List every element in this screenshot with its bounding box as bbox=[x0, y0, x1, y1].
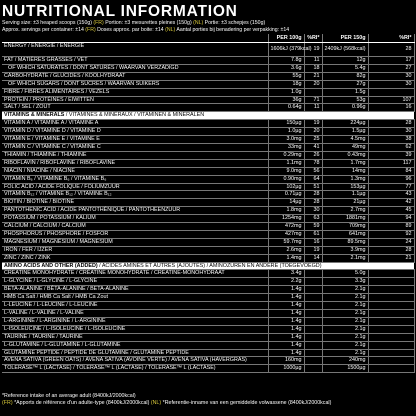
table-row bbox=[2, 183, 414, 191]
ri-per-150g: 77 bbox=[368, 183, 414, 191]
nutrient-label: HMB Ca Salt / HMB Ca Salt / HMB Ca Zout bbox=[2, 294, 268, 302]
nutrient-label: PROTEIN / PROTÉINES / EIWITTEN bbox=[2, 96, 268, 104]
value-per-100g: 1.4g bbox=[268, 302, 304, 310]
nutrient-label: VITAMIN D / VITAMINE D / VITAMINE D bbox=[2, 128, 268, 136]
ri-per-150g: 92 bbox=[368, 230, 414, 238]
ri-per-100g bbox=[304, 317, 322, 325]
value-per-150g: 0.43mg bbox=[322, 151, 368, 159]
table-row bbox=[2, 64, 414, 72]
table-row bbox=[2, 191, 414, 199]
ri-per-150g: 28 bbox=[368, 43, 414, 57]
ri-per-100g: 20 bbox=[304, 128, 322, 136]
value-per-100g: 1.4g bbox=[268, 294, 304, 302]
table-row bbox=[2, 175, 414, 183]
nutrient-label: ENERGY / ÉNERGIE / ENERGIE bbox=[2, 43, 268, 57]
section-amino-acids bbox=[2, 262, 414, 270]
value-per-100g: 1254mg bbox=[268, 215, 304, 223]
ri-per-150g: 62 bbox=[368, 143, 414, 151]
value-per-150g: 1881mg bbox=[322, 215, 368, 223]
ri-per-100g bbox=[304, 333, 322, 341]
value-per-100g: 1.4g bbox=[268, 333, 304, 341]
value-per-100g: 3.0mg bbox=[268, 136, 304, 144]
footer-fr: *Apports de référence d'un adulte-type (8400kJ/2000kcal) bbox=[12, 400, 150, 406]
nutrient-label: L-ARGININE / L-ARGININE / L-ARGININE bbox=[2, 317, 268, 325]
value-per-150g: 0.96g bbox=[322, 104, 368, 112]
servings-per-container-line bbox=[2, 27, 289, 34]
table-row bbox=[2, 143, 414, 151]
value-per-100g: 1.0µg bbox=[268, 128, 304, 136]
ri-per-150g bbox=[368, 317, 414, 325]
ri-per-100g bbox=[304, 341, 322, 349]
ri-per-150g bbox=[368, 357, 414, 365]
table-row bbox=[2, 57, 414, 65]
value-per-150g: 1.5µg bbox=[322, 128, 368, 136]
table-row bbox=[2, 294, 414, 302]
servings-en: Approx. servings per container: ±14 bbox=[2, 26, 86, 33]
ri-per-100g: 19 bbox=[304, 43, 322, 57]
table-row bbox=[2, 151, 414, 159]
section-amino-acids-title-en: AMINO ACIDS AND OTHER (ADDED) bbox=[4, 262, 98, 269]
ri-per-150g: 117 bbox=[368, 159, 414, 167]
value-per-100g: 2.6mg bbox=[268, 246, 304, 254]
value-per-100g: 472mg bbox=[268, 223, 304, 231]
nutrient-label: TOLERASE™ L (LACTASE) / TOLERASE™ L (LACTASE) / TOLERASE™ L (LACTASE) bbox=[2, 365, 268, 373]
table-row bbox=[2, 286, 414, 294]
serving-nl: Portie: ±3 schepjes (150g) bbox=[203, 20, 266, 26]
ri-per-150g: 39 bbox=[368, 151, 414, 159]
table-row bbox=[2, 333, 414, 341]
nutrient-label: L-ISOLEUCINE / L-ISOLEUCINE / L-ISOLEUCINE bbox=[2, 325, 268, 333]
value-per-150g: 3.3g bbox=[322, 278, 368, 286]
value-per-100g: 1.4g bbox=[268, 286, 304, 294]
table-row bbox=[2, 128, 414, 136]
nutrient-label: CALCIUM / CALCIUM / CALCIUM bbox=[2, 223, 268, 231]
value-per-100g: 2.2g bbox=[268, 278, 304, 286]
ri-per-150g bbox=[368, 325, 414, 333]
table-row bbox=[2, 317, 414, 325]
serving-fr: Portion: ±3 mesurettes pleines (150g) bbox=[103, 20, 194, 26]
table-row bbox=[2, 246, 414, 254]
section-vitamins-minerals-title bbox=[2, 112, 414, 120]
value-per-150g: 1.5g bbox=[322, 88, 368, 96]
nutrition-table bbox=[2, 34, 415, 373]
ri-per-100g bbox=[304, 365, 322, 373]
value-per-150g: 641mg bbox=[322, 230, 368, 238]
ri-per-100g: 18 bbox=[304, 64, 322, 72]
value-per-150g: 5.4g bbox=[322, 64, 368, 72]
nutrient-label: L-LEUCINE / L-LEUCINE / L-LEUCINE bbox=[2, 302, 268, 310]
ri-per-100g: 21 bbox=[304, 72, 322, 80]
value-per-150g: 21µg bbox=[322, 199, 368, 207]
nutrient-label: BIOTIN / BIOTINE / BIOTINE bbox=[2, 199, 268, 207]
footer-nl: *Referentie-inname van een gemiddelde volwassene (8400kJ/2000kcal) bbox=[161, 400, 332, 406]
value-per-150g: 89.5mg bbox=[322, 238, 368, 246]
servings-nl: Aantal porties bij benadering per verpakking: ±14 bbox=[175, 26, 290, 33]
nutrient-label: VITAMIN B₁₂ / VITAMINE B₁₂ / VITAMINE B₁₂ bbox=[2, 191, 268, 199]
value-per-150g: 2.1g bbox=[322, 294, 368, 302]
ri-per-150g bbox=[368, 333, 414, 341]
table-row bbox=[2, 238, 414, 246]
table-row bbox=[2, 278, 414, 286]
ri-per-150g: 45 bbox=[368, 207, 414, 215]
nutrient-label: RIBOFLAVIN / RIBOFLAVINE / RIBOFLAVINE bbox=[2, 159, 268, 167]
ri-per-100g bbox=[304, 278, 322, 286]
ri-per-150g: 16 bbox=[368, 104, 414, 112]
value-per-150g: 12g bbox=[322, 57, 368, 65]
serving-fr-tag: (FR) bbox=[93, 20, 104, 26]
table-row bbox=[2, 167, 414, 175]
ri-per-100g bbox=[304, 310, 322, 318]
section-amino-acids-title bbox=[2, 262, 414, 270]
footer-en: *Reference intake of an average adult (8400kJ/2000kcal) bbox=[2, 393, 136, 399]
nutrient-label: L-GLUTAMINE / L-GLUTAMINE / L-GLUTAMINE bbox=[2, 341, 268, 349]
ri-per-150g: 17 bbox=[368, 57, 414, 65]
value-per-150g: 2.1g bbox=[322, 286, 368, 294]
table-row bbox=[2, 230, 414, 238]
value-per-100g: 55g bbox=[268, 72, 304, 80]
section-vitamins-minerals-title-translations: / VITAMINES & MINÉRAUX / VITAMINEN & MINERALEN bbox=[64, 112, 205, 119]
ri-per-100g: 59 bbox=[304, 223, 322, 231]
nutrient-label: POTASSIUM / POTASSIUM / KALIUM bbox=[2, 215, 268, 223]
ri-per-150g: 94 bbox=[368, 215, 414, 223]
value-per-150g: 2.1g bbox=[322, 302, 368, 310]
table-row bbox=[2, 325, 414, 333]
ri-per-100g: 28 bbox=[304, 191, 322, 199]
nutrient-label: VITAMIN A / VITAMINE A / VITAMINE A bbox=[2, 120, 268, 128]
serving-en: Serving size: ±3 heaped scoops (150g) bbox=[2, 20, 94, 26]
header-ri-100g: %RI* bbox=[304, 34, 322, 43]
ri-per-150g bbox=[368, 365, 414, 373]
ri-per-150g bbox=[368, 278, 414, 286]
value-per-150g: 1500µg bbox=[322, 365, 368, 373]
ri-per-150g bbox=[368, 286, 414, 294]
nutrient-label: ZINC / ZINC / ZINK bbox=[2, 254, 268, 262]
value-per-150g: 4.5mg bbox=[322, 136, 368, 144]
table-row bbox=[2, 96, 414, 104]
value-per-100g: 150µg bbox=[268, 120, 304, 128]
nutrient-label: IRON / FER / IJZER bbox=[2, 246, 268, 254]
ri-per-100g: 26 bbox=[304, 151, 322, 159]
value-per-100g: 59.7mg bbox=[268, 238, 304, 246]
servings-fr: Doses approx. par boite: ±14 bbox=[95, 26, 166, 33]
ri-per-100g: 63 bbox=[304, 215, 322, 223]
ri-per-100g bbox=[304, 286, 322, 294]
value-per-150g: 1.7mg bbox=[322, 159, 368, 167]
ri-per-100g: 20 bbox=[304, 80, 322, 88]
ri-per-100g: 19 bbox=[304, 246, 322, 254]
ri-per-150g: 42 bbox=[368, 199, 414, 207]
value-per-100g: 1.4g bbox=[268, 325, 304, 333]
value-per-100g: 36g bbox=[268, 96, 304, 104]
value-per-100g: 1.4g bbox=[268, 310, 304, 318]
value-per-150g: 27g bbox=[322, 80, 368, 88]
section-amino-acids-title-translations: / ACIDES AMINÉS ET AUTRES (AJOUTÉS) / AMINOZUREN EN ANDERE (TOEGEVOEGD) bbox=[97, 262, 322, 269]
ri-per-150g bbox=[368, 302, 414, 310]
value-per-100g: 7.8g bbox=[268, 57, 304, 65]
value-per-100g: 1.4g bbox=[268, 317, 304, 325]
nutrient-label: OF WHICH SUGARS / DONT SUCRES / WAARVAN SUIKERS bbox=[2, 80, 268, 88]
value-per-150g: 153µg bbox=[322, 183, 368, 191]
value-per-150g: 2.7mg bbox=[322, 207, 368, 215]
value-per-150g: 1.3mg bbox=[322, 175, 368, 183]
servings-fr-tag: (FR) bbox=[85, 26, 96, 33]
table-row bbox=[2, 310, 414, 318]
value-per-100g: 33mg bbox=[268, 143, 304, 151]
section-vitamins-minerals-title-en: VITAMINS & MINERALS bbox=[4, 112, 65, 119]
value-per-100g: 1.4mg bbox=[268, 254, 304, 262]
ri-per-150g: 43 bbox=[368, 191, 414, 199]
value-per-150g: 53g bbox=[322, 96, 368, 104]
value-per-150g: 3.9mg bbox=[322, 246, 368, 254]
value-per-100g: 0.29mg bbox=[268, 151, 304, 159]
ri-per-150g: 38 bbox=[368, 136, 414, 144]
page-title: NUTRITIONAL INFORMATION bbox=[2, 3, 238, 20]
table-row bbox=[2, 199, 414, 207]
value-per-100g: 1000µg bbox=[268, 365, 304, 373]
ri-per-100g bbox=[304, 357, 322, 365]
ri-per-150g: 28 bbox=[368, 120, 414, 128]
value-per-150g: 2.1g bbox=[322, 349, 368, 357]
nutrient-label: L-GLYCINE / L-GLYCINE / L-GLYCINE bbox=[2, 278, 268, 286]
footer-translations bbox=[2, 400, 331, 407]
nutrient-label: VITAMIN C / VITAMINE C / VITAMINE C bbox=[2, 143, 268, 151]
ri-per-150g: 84 bbox=[368, 167, 414, 175]
value-per-100g: 1.4g bbox=[268, 341, 304, 349]
nutrient-label: MAGNESIUM / MAGNÉSIUM / MAGNESIUM bbox=[2, 238, 268, 246]
nutrient-label: OF WHICH SATURATES / DONT SATURÉS / WAARVAN VERZADIGD bbox=[2, 64, 268, 72]
table-row bbox=[2, 357, 414, 365]
ri-per-100g: 71 bbox=[304, 96, 322, 104]
table-row bbox=[2, 341, 414, 349]
value-per-150g: 2.1g bbox=[322, 317, 368, 325]
ri-per-150g bbox=[368, 294, 414, 302]
ri-per-150g: 96 bbox=[368, 175, 414, 183]
ri-per-150g: 27 bbox=[368, 64, 414, 72]
ri-per-150g bbox=[368, 341, 414, 349]
ri-per-100g: 11 bbox=[304, 57, 322, 65]
nutrient-label: NIACIN / NIACINE / NIACINE bbox=[2, 167, 268, 175]
ri-per-150g bbox=[368, 270, 414, 278]
nutrient-label: BETA-ALANINE / BÊTA-ALANINE / BETA-ALANINE bbox=[2, 286, 268, 294]
ri-per-150g: 24 bbox=[368, 238, 414, 246]
table-row bbox=[2, 104, 414, 112]
ri-per-100g bbox=[304, 349, 322, 357]
nutrient-label: CARBOHYDRATE / GLUCIDES / KOOLHYDRAAT bbox=[2, 72, 268, 80]
table-row bbox=[2, 88, 414, 96]
nutrient-label: PHOSPHORUS / PHOSPHORE / FOSFOR bbox=[2, 230, 268, 238]
value-per-100g: 0.90mg bbox=[268, 175, 304, 183]
ri-per-150g bbox=[368, 310, 414, 318]
nutrient-label: PANTOTHENIC ACID / ACIDE PANTOTHÉNIQUE / PANTOTHEENZUUR bbox=[2, 207, 268, 215]
ri-per-150g bbox=[368, 88, 414, 96]
table-row bbox=[2, 270, 414, 278]
value-per-100g: 0.71µg bbox=[268, 191, 304, 199]
value-per-150g: 2.1g bbox=[322, 333, 368, 341]
nutrient-label: FAT / MATIÈRES GRASSES / VET bbox=[2, 57, 268, 65]
table-row bbox=[2, 349, 414, 357]
ri-per-150g: 21 bbox=[368, 254, 414, 262]
footer-notes bbox=[2, 393, 331, 407]
value-per-100g: 1.1mg bbox=[268, 159, 304, 167]
nutrient-label: CREATINE MONOHYDRATE / CRÉATINE MONOHYDRATÉ / CREATINE-MONOHYDRAAT bbox=[2, 270, 268, 278]
value-per-100g: 18g bbox=[268, 80, 304, 88]
value-per-100g: 3.4g bbox=[268, 270, 304, 278]
servings-nl-tag: (NL) bbox=[165, 26, 176, 33]
ri-per-100g: 16 bbox=[304, 238, 322, 246]
footer-fr-tag: (FR) bbox=[2, 400, 13, 406]
header-ri-150g: %RI* bbox=[368, 34, 414, 43]
value-per-150g: 2.1mg bbox=[322, 254, 368, 262]
table-row bbox=[2, 136, 414, 144]
ri-per-150g: 28 bbox=[368, 246, 414, 254]
ri-per-150g: 30 bbox=[368, 80, 414, 88]
table-row bbox=[2, 43, 414, 57]
header-blank bbox=[2, 34, 268, 43]
value-per-150g: 240mg bbox=[322, 357, 368, 365]
header-per-100g: PER 100g bbox=[268, 34, 304, 43]
table-row bbox=[2, 120, 414, 128]
table-row bbox=[2, 215, 414, 223]
ri-per-100g: 64 bbox=[304, 175, 322, 183]
table-row bbox=[2, 254, 414, 262]
ri-per-100g bbox=[304, 325, 322, 333]
value-per-100g: 1.4g bbox=[268, 349, 304, 357]
value-per-100g: 102µg bbox=[268, 183, 304, 191]
ri-per-100g: 78 bbox=[304, 159, 322, 167]
table-header-row bbox=[2, 34, 414, 43]
nutrient-label: FIBRE / FIBRES ALIMENTAIRES / VEZELS bbox=[2, 88, 268, 96]
value-per-150g: 2.1g bbox=[322, 341, 368, 349]
ri-per-150g: 30 bbox=[368, 128, 414, 136]
value-per-100g: 160mg bbox=[268, 357, 304, 365]
value-per-100g: 1.8mg bbox=[268, 207, 304, 215]
value-per-150g: 709mg bbox=[322, 223, 368, 231]
ri-per-150g: 30 bbox=[368, 72, 414, 80]
nutrient-label: VITAMIN E / VITAMINE E / VITAMINE E bbox=[2, 136, 268, 144]
value-per-150g: 49mg bbox=[322, 143, 368, 151]
nutrient-label: AVENA SATIVA (GREEN OATS) / AVENA SATIVA (AVOINE VERTE) / AVENA SATIVA (HAVERGRAS) bbox=[2, 357, 268, 365]
value-per-100g: 427mg bbox=[268, 230, 304, 238]
serving-nl-tag: (NL) bbox=[193, 20, 204, 26]
table-row bbox=[2, 302, 414, 310]
ri-per-100g: 11 bbox=[304, 104, 322, 112]
ri-per-100g bbox=[304, 302, 322, 310]
table-row bbox=[2, 72, 414, 80]
value-per-150g: 1.1µg bbox=[322, 191, 368, 199]
ri-per-100g: 28 bbox=[304, 199, 322, 207]
nutrient-label: TAURINE / TAURINE / TAURINE bbox=[2, 333, 268, 341]
ri-per-100g: 51 bbox=[304, 183, 322, 191]
ri-per-100g: 14 bbox=[304, 254, 322, 262]
value-per-150g: 2.1g bbox=[322, 325, 368, 333]
nutrient-label: FOLIC ACID / ACIDE FOLIQUE / FOLIUMZUUR bbox=[2, 183, 268, 191]
value-per-150g: 5.0g bbox=[322, 270, 368, 278]
ri-per-100g bbox=[304, 270, 322, 278]
nutrient-label: THIAMIN / THIAMINE / THIAMINE bbox=[2, 151, 268, 159]
table-row bbox=[2, 207, 414, 215]
ri-per-100g: 30 bbox=[304, 207, 322, 215]
header-per-150g: PER 150g bbox=[322, 34, 368, 43]
ri-per-100g: 56 bbox=[304, 167, 322, 175]
value-per-150g: 2.1g bbox=[322, 310, 368, 318]
value-per-150g: 14mg bbox=[322, 167, 368, 175]
value-per-100g: 3.6g bbox=[268, 64, 304, 72]
nutrient-label: SALT / SEL / ZOUT bbox=[2, 104, 268, 112]
ri-per-150g: 107 bbox=[368, 96, 414, 104]
ri-per-150g bbox=[368, 349, 414, 357]
nutrient-label: L-VALINE / L-VALINE / L-VALINE bbox=[2, 310, 268, 318]
footer-nl-tag: (NL) bbox=[150, 400, 162, 406]
ri-per-150g: 89 bbox=[368, 223, 414, 231]
table-row bbox=[2, 159, 414, 167]
value-per-150g: 2409kJ (568kcal) bbox=[322, 43, 368, 57]
value-per-100g: 14µg bbox=[268, 199, 304, 207]
ri-per-100g: 19 bbox=[304, 120, 322, 128]
nutrient-label: GLUTAMINE PEPTIDE / PEPTIDE DE GLUTAMINE / GLUTAMINE PEPTIDE bbox=[2, 349, 268, 357]
value-per-100g: 1.0g bbox=[268, 88, 304, 96]
value-per-150g: 224µg bbox=[322, 120, 368, 128]
value-per-100g: 0.64g bbox=[268, 104, 304, 112]
ri-per-100g: 25 bbox=[304, 136, 322, 144]
section-vitamins-minerals bbox=[2, 112, 414, 120]
ri-per-100g bbox=[304, 294, 322, 302]
nutrient-label: VITAMIN B₆ / VITAMINE B₆ / VITAMINE B₆ bbox=[2, 175, 268, 183]
value-per-100g: 9.0mg bbox=[268, 167, 304, 175]
ri-per-100g: 41 bbox=[304, 143, 322, 151]
ri-per-100g: 61 bbox=[304, 230, 322, 238]
table-row bbox=[2, 80, 414, 88]
value-per-150g: 82g bbox=[322, 72, 368, 80]
table-row bbox=[2, 223, 414, 231]
value-per-100g: 1606kJ (379kcal) bbox=[268, 43, 304, 57]
table-row bbox=[2, 365, 414, 373]
ri-per-100g bbox=[304, 88, 322, 96]
